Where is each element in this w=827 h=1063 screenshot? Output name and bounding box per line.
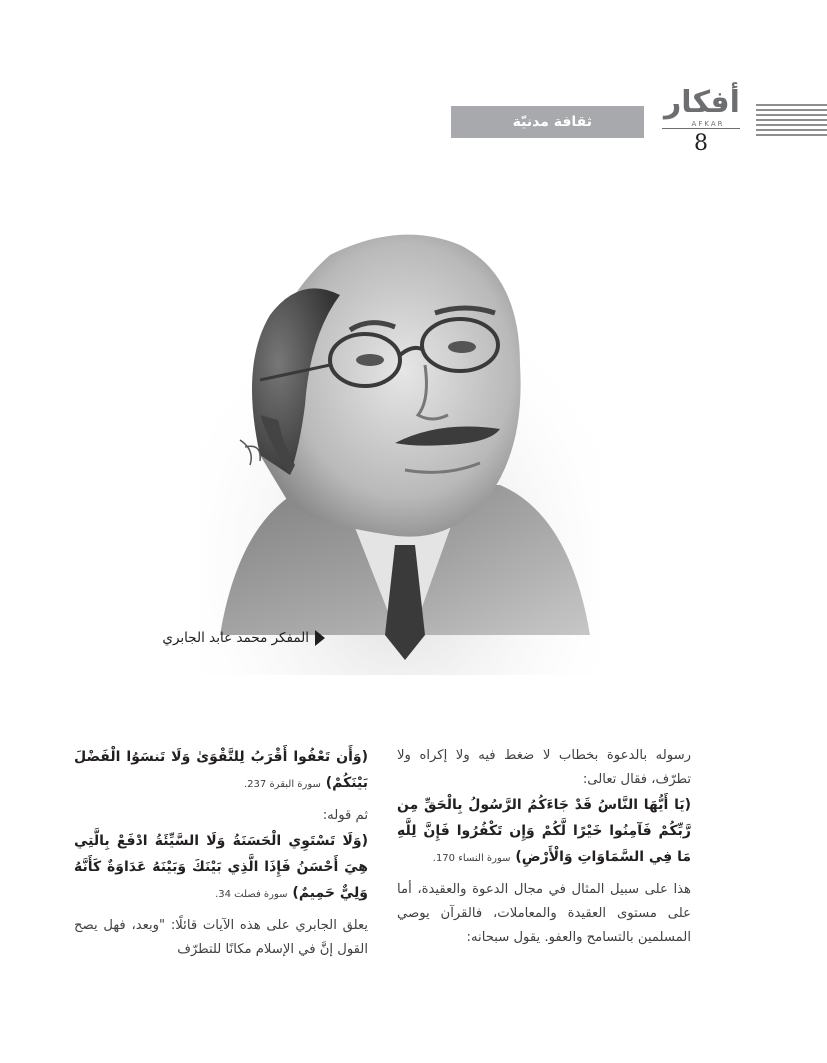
paragraph: هذا على سبيل المثال في مجال الدعوة والعقيدة، أما على مستوى العقيدة والمعاملات، فالقرآن يوصي المسلمين بالتسامح والعفو. يقول سبحانه: [397,882,691,945]
caption-text: المفكر محمد عابد الجابري [162,630,309,646]
article-column-right [397,744,691,950]
verse-reference: سورة النساء 170. [432,853,511,864]
verse-text: (وَأَن تَعْفُوا أَقْرَبُ لِلتَّقْوَىٰ وَلَا تَنسَوُا الْفَضْلَ بَيْنَكُمْ) [74,749,368,791]
quran-verse [74,744,368,798]
magazine-logo: أفكار [664,85,740,120]
paragraph: رسوله بالدعوة بخطاب لا ضغط فيه ولا إكراه ولا تطرّف، فقال تعالى: [397,748,691,787]
quran-verse [397,792,691,872]
caption-arrow-icon [315,630,325,646]
header-stripes [756,104,827,138]
quran-verse [74,828,368,908]
section-title: ثقافة مدنيّة [512,114,592,130]
portrait-illustration [200,215,600,675]
verse-reference: سورة فصلت 34. [215,889,288,900]
paragraph: ثم قوله: [322,808,368,823]
page-number: 8 [694,131,708,156]
logo-underline [662,128,740,129]
verse-text: (وَلَا تَسْتَوِي الْحَسَنَةُ وَلَا السَّيِّئَةُ ادْفَعْ بِالَّتِي هِيَ أَحْسَنُ فَإِذَا الَّذِي بَيْنَكَ وَبَيْنَهُ عَدَاوَةٌ كَأَنَّهُ وَلِيٌّ حَمِيمٌ) [74,833,368,901]
article-column-left [74,744,368,962]
figure-caption [140,626,325,650]
paragraph: يعلق الجابري على هذه الآيات قائلًا: "وبعد، فهل يصح القول إنَّ في الإسلام مكانًا للتطرّف [74,918,368,957]
magazine-logo-latin: AFKAR [691,120,725,128]
section-title-bar [451,106,644,138]
verse-text: (يَا أَيُّهَا النَّاسُ قَدْ جَاءَكُمُ الرَّسُولُ بِالْحَقِّ مِن رَّبِّكُمْ فَآمِنُوا خَيْرًا لَّكُمْ وَإِن تَكْفُرُوا فَإِنَّ لِلَّهِ مَا فِي السَّمَاوَاتِ وَالْأَرْضِ) [397,797,691,865]
verse-reference: سورة البقرة 237. [243,779,321,790]
